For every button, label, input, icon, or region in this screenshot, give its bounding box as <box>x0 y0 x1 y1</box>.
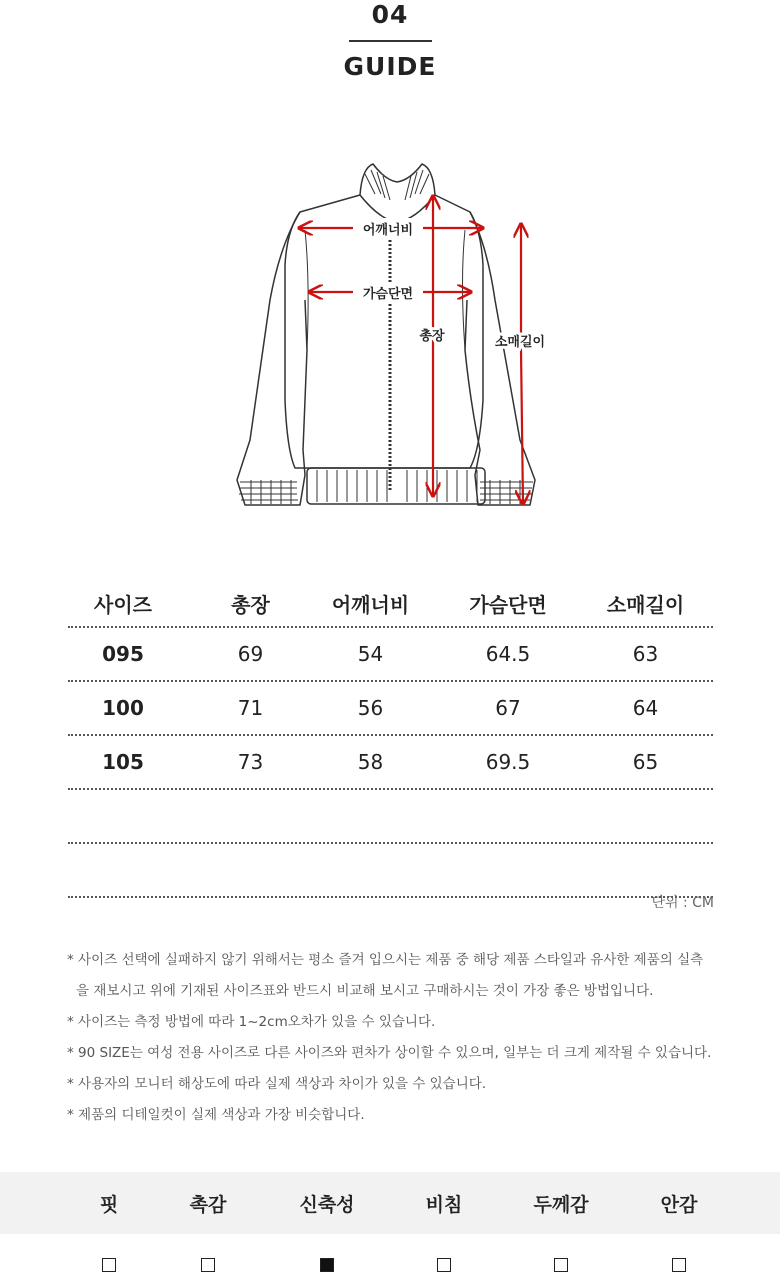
row-size: 095 <box>102 642 144 666</box>
attr-checkbox-fit[interactable] <box>102 1258 116 1272</box>
header-sleeve: 소매길이 <box>606 592 685 617</box>
row-length: 73 <box>237 750 264 774</box>
note-line: 을 재보시고 위에 기재된 사이즈표와 반드시 비교해 보시고 구매하시는 것이 가장 좋은 방법입니다. <box>76 983 654 999</box>
collar-ribbing <box>365 170 429 200</box>
section-number: 04 <box>371 0 409 29</box>
hem-band <box>307 468 485 504</box>
left-cuff-ribbing <box>239 480 298 504</box>
table-row-empty <box>68 790 713 844</box>
row-chest: 69.5 <box>485 750 531 774</box>
note-line: * 사이즈 선택에 실패하지 않기 위해서는 평소 즐겨 입으시는 제품 중 해당 제품 스타일과 유사한 제품의 실측 <box>67 952 704 968</box>
table-row <box>68 736 713 790</box>
table-row-empty <box>68 844 713 898</box>
row-sleeve: 65 <box>632 750 659 774</box>
row-size: 100 <box>102 696 144 720</box>
row-length: 71 <box>237 696 264 720</box>
header-length: 총장 <box>231 592 270 617</box>
jacket-measurement-diagram <box>225 150 565 520</box>
sleeve-arrow <box>521 224 523 504</box>
note-line: * 사이즈는 측정 방법에 따라 1~2cm오차가 있을 수 있습니다. <box>67 1014 436 1030</box>
header-size: 사이즈 <box>94 592 152 617</box>
attr-label-touch: 촉감 <box>189 1193 227 1216</box>
attr-label-stretch: 신축성 <box>299 1193 355 1216</box>
table-row <box>68 682 713 736</box>
row-shoulder: 54 <box>357 642 384 666</box>
attr-checkbox-thickness[interactable] <box>554 1258 568 1272</box>
hem-ribbing <box>317 470 477 502</box>
row-chest: 64.5 <box>485 642 531 666</box>
attr-checkbox-stretch[interactable] <box>320 1258 334 1272</box>
attr-label-lining: 안감 <box>660 1193 698 1216</box>
label-length: 총장 <box>419 329 445 344</box>
label-sleeve: 소매길이 <box>494 335 546 350</box>
size-table <box>68 580 713 898</box>
label-shoulder: 어깨너비 <box>362 223 414 238</box>
attr-checkbox-lining[interactable] <box>672 1258 686 1272</box>
header-chest: 가슴단면 <box>469 592 547 617</box>
header-shoulder: 어깨너비 <box>331 592 410 617</box>
attr-checkbox-sheer[interactable] <box>437 1258 451 1272</box>
row-size: 105 <box>102 750 144 774</box>
attr-checkbox-touch[interactable] <box>201 1258 215 1272</box>
jacket-left-sleeve <box>237 212 307 505</box>
row-shoulder: 58 <box>357 750 384 774</box>
jacket-collar <box>360 164 435 222</box>
note-line: * 제품의 디테일컷이 실제 색상과 가장 비슷합니다. <box>67 1107 365 1123</box>
unit-label: 단위 : CM <box>651 895 714 911</box>
table-header-row <box>68 580 713 628</box>
label-chest: 가슴단면 <box>362 287 414 302</box>
row-sleeve: 64 <box>632 696 659 720</box>
attribute-header-bar <box>0 1172 780 1234</box>
size-notes <box>67 945 767 1131</box>
row-sleeve: 63 <box>632 642 659 666</box>
note-line: * 사용자의 모니터 해상도에 따라 실제 색상과 차이가 있을 수 있습니다. <box>67 1076 487 1092</box>
table-row <box>68 628 713 682</box>
attr-label-thickness: 두께감 <box>533 1193 589 1216</box>
attr-label-sheer: 비침 <box>425 1193 463 1216</box>
note-line: * 90 SIZE는 여성 전용 사이즈로 다른 사이즈와 편차가 상이할 수 있으며, 일부는 더 크게 제작될 수 있습니다. <box>67 1045 712 1061</box>
row-length: 69 <box>237 642 264 666</box>
section-divider <box>349 40 432 42</box>
jacket-right-sleeve <box>465 212 535 505</box>
section-title: GUIDE <box>343 52 437 81</box>
attr-label-fit: 핏 <box>99 1193 119 1216</box>
right-cuff-ribbing <box>480 480 533 504</box>
row-chest: 67 <box>495 696 521 720</box>
row-shoulder: 56 <box>357 696 384 720</box>
